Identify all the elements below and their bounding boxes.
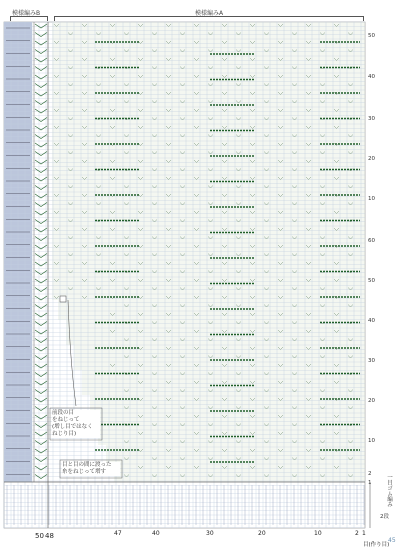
column-number: 50 <box>35 532 44 540</box>
rib-stitch-label <box>378 474 392 507</box>
rib-rows-unit: 段 <box>383 514 390 520</box>
note-line: 前段の目 <box>52 410 75 416</box>
stitch-unit: 目 <box>363 542 369 548</box>
column-number: 10 <box>314 530 322 537</box>
cast-on-label <box>363 540 389 548</box>
page-number: 45 <box>388 537 396 544</box>
column-number: 1 <box>362 530 366 537</box>
row-number: 30 <box>368 116 375 122</box>
marked-stitch <box>60 296 66 302</box>
row-number: 10 <box>368 438 375 444</box>
row-number: 60 <box>368 238 375 244</box>
row-number: 40 <box>368 318 375 324</box>
column-number: 40 <box>152 530 160 537</box>
row-number: 50 <box>368 33 375 39</box>
rib-rows-number: 2 <box>380 514 384 520</box>
row-number: 2 <box>368 471 372 477</box>
pattern-b-title: 模様編みB <box>12 10 41 17</box>
pattern-a-title: 模様編みA <box>195 10 224 17</box>
note-increase <box>62 462 120 476</box>
row-number: 1 <box>368 480 372 486</box>
note-line: 糸をねじって増す <box>62 469 107 475</box>
row-number: 10 <box>368 196 375 202</box>
column-number: 20 <box>258 530 266 537</box>
cast-on-count: (作り目) <box>368 542 390 548</box>
row-number: 20 <box>368 398 375 404</box>
row-number: 50 <box>368 278 375 284</box>
rib-stitch-label-text: 一目ゴム編み <box>386 474 392 507</box>
rib-rows-count <box>380 514 389 521</box>
column-number: 48 <box>45 532 54 540</box>
row-number: 20 <box>368 156 375 162</box>
row-number: 40 <box>368 74 375 80</box>
note-twist-stitch <box>52 410 100 438</box>
note-line: をねじって <box>52 417 80 423</box>
note-line: ねじり目) <box>52 431 77 437</box>
column-number: 47 <box>114 530 122 537</box>
note-line: 目と目の間に渡った <box>62 462 112 468</box>
column-number: 2 <box>355 530 359 537</box>
row-number: 30 <box>368 358 375 364</box>
column-number: 30 <box>206 530 214 537</box>
note-line: (増し目ではなく <box>52 424 93 430</box>
